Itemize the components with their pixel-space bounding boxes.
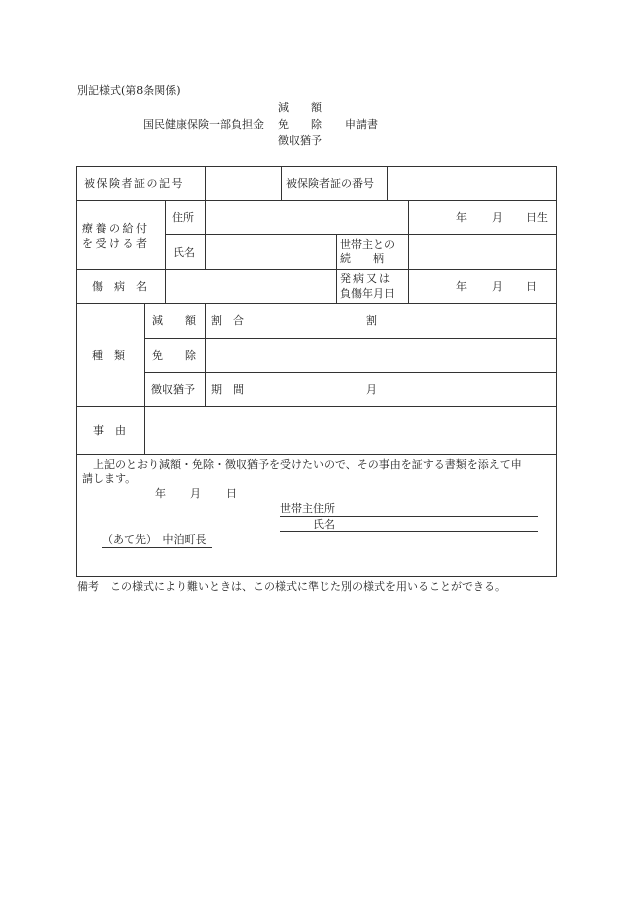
head-name-label: 氏名 — [313, 518, 335, 531]
onset-label-line1: 発病又は — [340, 272, 392, 285]
application-year-label: 年 — [155, 487, 166, 500]
application-day-label: 日 — [226, 487, 237, 500]
head-address-line — [280, 516, 538, 517]
insured-number-label: 被保険者証の番号 — [286, 177, 374, 190]
head-name-line — [280, 531, 538, 532]
row-divider — [76, 454, 557, 455]
birth-day-label: 日生 — [526, 211, 548, 224]
col-divider — [387, 166, 388, 200]
col-divider — [205, 303, 206, 406]
addressee-underline — [102, 547, 212, 548]
declaration-line2: 請します。 — [82, 472, 137, 485]
col-divider — [205, 166, 206, 200]
row-divider — [76, 200, 557, 201]
recipient-label-line1: 療養の給付 — [82, 222, 150, 235]
deferral-label: 徴収猶予 — [151, 383, 195, 396]
application-month-label: 月 — [190, 487, 201, 500]
row-divider — [76, 406, 557, 407]
col-divider — [408, 200, 409, 303]
col-divider — [281, 166, 282, 200]
insured-symbol-label: 被保険者証の記号 — [84, 177, 184, 190]
period-label: 期 間 — [211, 383, 244, 396]
row-divider — [76, 269, 557, 270]
reason-label: 事 由 — [93, 424, 126, 437]
col-divider — [144, 303, 145, 454]
exemption-label: 免 除 — [152, 349, 196, 362]
period-unit: 月 — [366, 383, 377, 396]
head-address-label: 世帯主住所 — [280, 502, 335, 515]
type-label: 種 類 — [92, 349, 125, 362]
reduction-label: 減 額 — [152, 314, 196, 327]
row-divider — [165, 234, 557, 235]
illness-label: 傷 病 名 — [92, 280, 147, 293]
addressee: （あて先） 中泊町長 — [102, 533, 207, 546]
form-reference: 別記様式(第8条関係) — [77, 84, 181, 97]
onset-label-line2: 負傷年月日 — [340, 287, 395, 300]
onset-year-label: 年 — [456, 280, 467, 293]
col-divider — [165, 200, 166, 303]
declaration-line1: 上記のとおり減額・免除・徴収猶予を受けたいので、その事由を証する書類を添えて申 — [93, 458, 522, 471]
option-exemption: 免 除 — [278, 118, 322, 131]
form-title: 国民健康保険一部負担金 — [143, 118, 264, 131]
form-title-suffix: 申請書 — [345, 118, 378, 131]
address-label: 住所 — [172, 211, 194, 224]
col-divider — [205, 200, 206, 269]
name-label: 氏名 — [173, 246, 195, 259]
birth-month-label: 月 — [492, 211, 503, 224]
remarks-note: 備考 この様式により難いときは、この様式に準じた別の様式を用いることができる。 — [77, 580, 506, 593]
onset-month-label: 月 — [492, 280, 503, 293]
ratio-unit: 割 — [366, 314, 377, 327]
option-reduction: 減 額 — [278, 101, 322, 114]
ratio-label: 割 合 — [211, 314, 244, 327]
recipient-label-line2: を受ける者 — [82, 237, 150, 250]
relation-label-line2: 続 柄 — [340, 252, 384, 265]
birth-year-label: 年 — [456, 211, 467, 224]
onset-day-label: 日 — [526, 280, 537, 293]
option-deferral: 徴収猶予 — [278, 134, 322, 147]
row-divider — [76, 303, 557, 304]
relation-label-line1: 世帯主との — [340, 238, 395, 251]
col-divider — [336, 234, 337, 303]
